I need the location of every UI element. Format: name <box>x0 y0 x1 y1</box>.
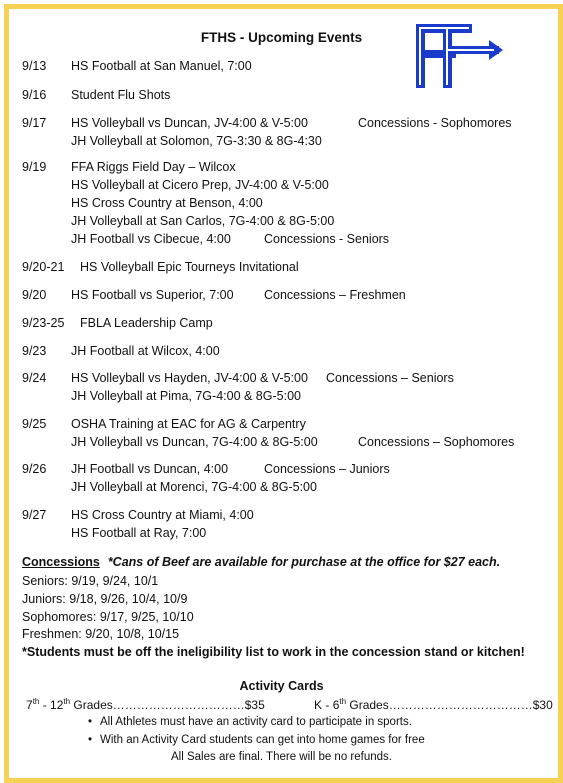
event-date: 9/20 <box>22 288 47 302</box>
event-date: 9/26 <box>22 462 47 476</box>
event-concessions: Concessions – Seniors <box>326 371 454 385</box>
event-description: HS Cross Country at Benson, 4:00 <box>71 196 263 210</box>
event-date: 9/17 <box>22 116 47 130</box>
school-logo <box>413 20 503 92</box>
activity-cards-title: Activity Cards <box>239 679 324 693</box>
event-description: OSHA Training at EAC for AG & Carpentry <box>71 417 306 431</box>
event-concessions: Concessions - Sophomores <box>358 116 512 130</box>
event-date: 9/20-21 <box>22 260 65 274</box>
price-k-6: K - 6th Grades………………………………$30 <box>314 697 553 712</box>
event-description: HS Volleyball vs Hayden, JV-4:00 & V-5:00 <box>71 371 308 385</box>
event-description: HS Volleyball Epic Tourneys Invitational <box>80 260 299 274</box>
event-concessions: Concessions – Sophomores <box>358 435 515 449</box>
event-concessions: Concessions – Freshmen <box>264 288 406 302</box>
event-description: HS Football vs Superior, 7:00 <box>71 288 234 302</box>
event-date: 9/13 <box>22 59 47 73</box>
event-description: HS Football at Ray, 7:00 <box>71 526 207 540</box>
event-description: HS Cross Country at Miami, 4:00 <box>71 508 254 522</box>
event-date: 9/24 <box>22 371 47 385</box>
concessions-header <box>22 555 500 569</box>
event-description: HS Football at San Manuel, 7:00 <box>71 59 252 73</box>
event-description: HS Volleyball at Cicero Prep, JV-4:00 & V-5:00 <box>71 178 329 192</box>
event-description: JH Volleyball at San Carlos, 7G-4:00 & 8G-5:00 <box>71 214 335 228</box>
event-description: FFA Riggs Field Day – Wilcox <box>71 160 236 174</box>
page-title: FTHS - Upcoming Events <box>200 30 363 45</box>
final-sales-note: All Sales are final. There will be no refunds. <box>171 751 392 763</box>
concession-juniors: Juniors: 9/18, 9/26, 10/4, 10/9 <box>22 592 188 606</box>
event-date: 9/23-25 <box>22 316 65 330</box>
event-description: JH Football at Wilcox, 4:00 <box>71 344 220 358</box>
event-concessions: Concessions – Juniors <box>264 462 390 476</box>
event-description: JH Volleyball vs Duncan, 7G-4:00 & 8G-5:00 <box>71 435 318 449</box>
event-description: JH Football vs Cibecue, 4:00 <box>71 232 231 246</box>
concession-freshmen: Freshmen: 9/20, 10/8, 10/15 <box>22 627 180 641</box>
event-description: JH Volleyball at Pima, 7G-4:00 & 8G-5:00 <box>71 389 301 403</box>
event-description: JH Volleyball at Morenci, 7G-4:00 & 8G-5:00 <box>71 480 317 494</box>
bullet-athletes: • All Athletes must have an activity card to participate in sports. <box>88 716 412 728</box>
bullet-home-games: • With an Activity Card students can get into home games for free <box>88 734 425 746</box>
beef-note: *Cans of Beef are available for purchase at the office for $27 each. <box>107 555 501 569</box>
concession-sophomores: Sophomores: 9/17, 9/25, 10/10 <box>22 610 194 624</box>
event-date: 9/25 <box>22 417 47 431</box>
concession-seniors: Seniors: 9/19, 9/24, 10/1 <box>22 574 159 588</box>
event-description: JH Football vs Duncan, 4:00 <box>71 462 229 476</box>
event-description: Student Flu Shots <box>71 88 171 102</box>
event-description: JH Volleyball at Solomon, 7G-3:30 & 8G-4:30 <box>71 134 322 148</box>
event-date: 9/23 <box>22 344 47 358</box>
concessions-label: Concessions <box>22 555 100 569</box>
price-high-school: 7th - 12th Grades……………………………$35 <box>26 697 265 712</box>
eligibility-note: *Students must be off the ineligibility list to work in the concession stand or kitchen! <box>22 645 525 659</box>
event-date: 9/27 <box>22 508 47 522</box>
event-description: FBLA Leadership Camp <box>80 316 213 330</box>
event-date: 9/16 <box>22 88 47 102</box>
event-date: 9/19 <box>22 160 47 174</box>
event-description: HS Volleyball vs Duncan, JV-4:00 & V-5:00 <box>71 116 308 130</box>
event-concessions: Concessions - Seniors <box>264 232 390 246</box>
